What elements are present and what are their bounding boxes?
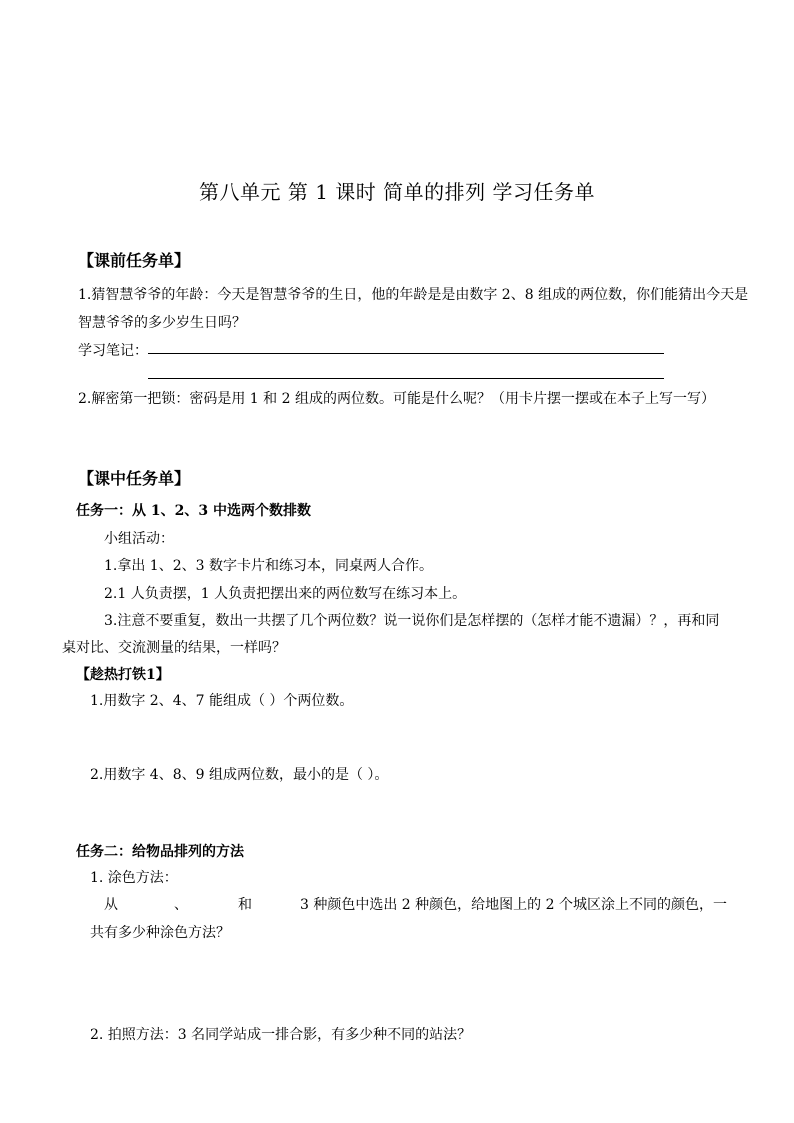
class-task-heading: 【课中任务单】 bbox=[78, 469, 191, 488]
practice-question-2: 2.用数字 4、8、9 组成两位数，最小的是（ ）。 bbox=[90, 767, 389, 783]
step-3-line-1: 3.注意不要重复，数出一共摆了几个两位数？说一说你们是怎样摆的（怎样才能不遗漏）？，再和同 bbox=[104, 613, 720, 629]
step-1: 1.拿出 1、2、3 数字卡片和练习本，同桌两人合作。 bbox=[104, 558, 433, 574]
group-activity-label: 小组活动： bbox=[104, 531, 174, 547]
coloring-question: 共有多少种涂色方法？ bbox=[90, 925, 230, 941]
notes-answer-line-1 bbox=[148, 353, 664, 354]
task-1-title: 任务一：从 1、2、3 中选两个数排数 bbox=[76, 503, 311, 519]
question-2: 2.解密第一把锁：密码是用 1 和 2 组成的两位数。可能是什么呢？（用卡片摆一摆或在本子上写一写） bbox=[78, 391, 715, 407]
step-3-line-2: 桌对比、交流测量的结果，一样吗？ bbox=[62, 640, 286, 656]
practice-question-1: 1.用数字 2、4、7 能组成（ ）个两位数。 bbox=[90, 693, 354, 709]
photo-question: 2. 拍照方法：3 名同学站成一排合影，有多少种不同的站法？ bbox=[90, 1027, 472, 1043]
pre-task-heading: 【课前任务单】 bbox=[78, 251, 191, 270]
question-1-line-1: 1.猜智慧爷爷的年龄：今天是智慧爷爷的生日，他的年龄是是由数字 2、8 组成的两位数，你们能猜出今天是 bbox=[78, 287, 749, 303]
coloring-description: 3 种颜色中选出 2 种颜色，给地图上的 2 个城区涂上不同的颜色，一 bbox=[300, 897, 727, 913]
coloring-and: 和 bbox=[238, 897, 252, 913]
notes-label: 学习笔记： bbox=[78, 343, 148, 359]
coloring-from: 从 bbox=[104, 897, 118, 913]
coloring-label: 1. 涂色方法： bbox=[90, 870, 178, 886]
task-2-title: 任务二：给物品排列的方法 bbox=[76, 844, 244, 860]
step-2: 2.1 人负责摆，1 人负责把摆出来的两位数写在练习本上。 bbox=[104, 586, 467, 602]
question-1-line-2: 智慧爷爷的多少岁生日吗？ bbox=[78, 315, 246, 331]
page-title: 第八单元 第 1 课时 简单的排列 学习任务单 bbox=[198, 180, 595, 204]
notes-answer-line-2 bbox=[148, 378, 664, 379]
coloring-separator: 、 bbox=[174, 897, 188, 913]
practice-heading: 【趁热打铁1】 bbox=[76, 667, 170, 683]
